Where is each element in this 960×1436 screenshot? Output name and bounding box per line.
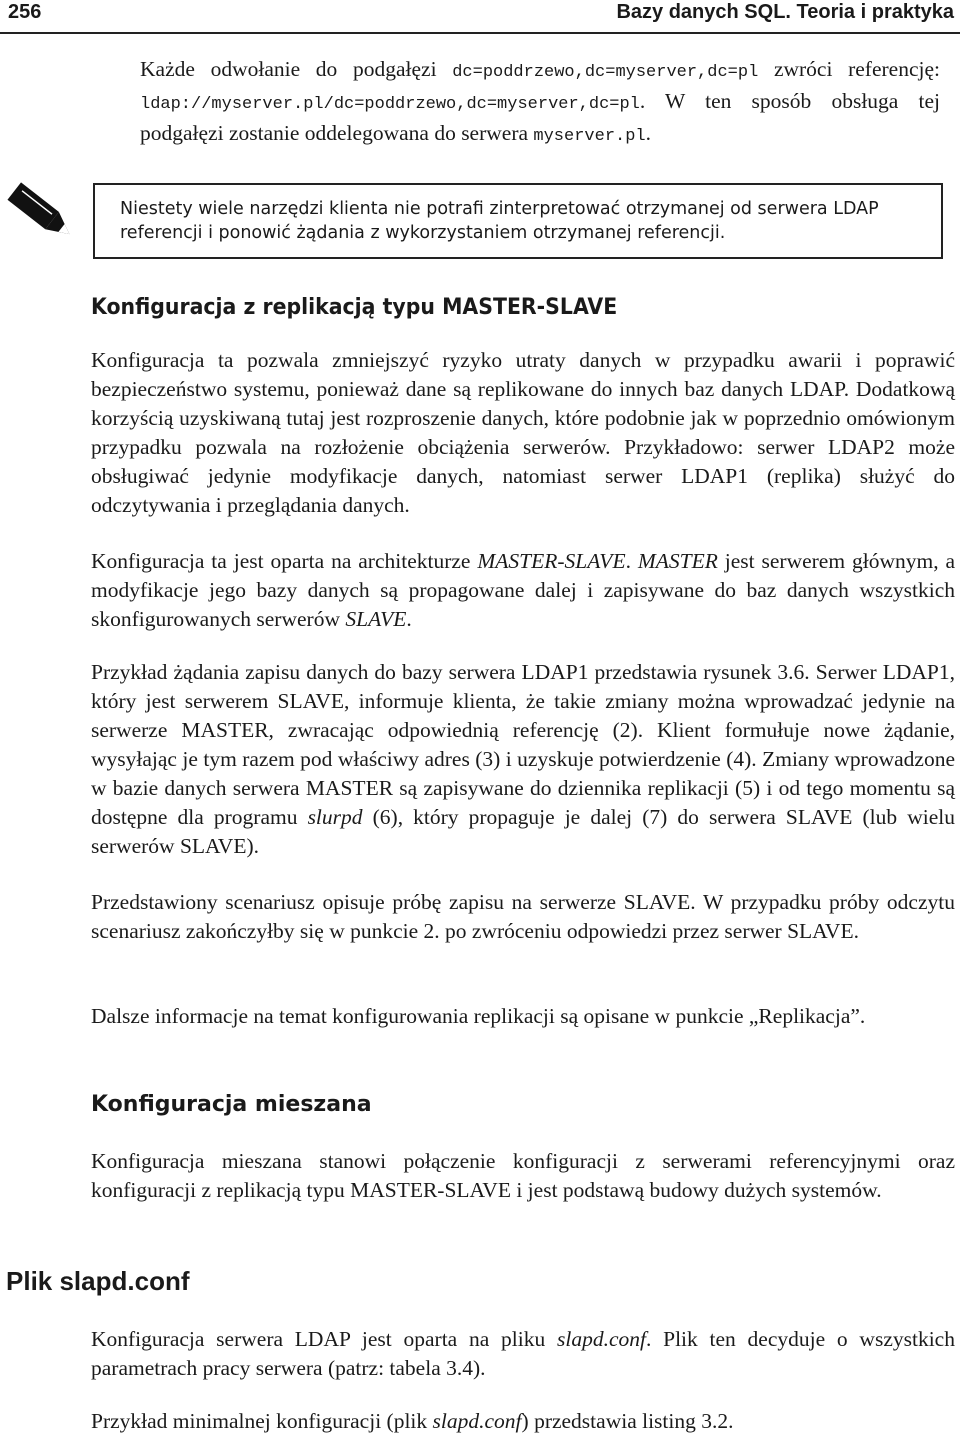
- section-heading-master-slave: Konfiguracja z replikacją typu MASTER-SLAVE: [91, 295, 618, 320]
- intro-paragraph: [140, 55, 940, 151]
- paragraph: [91, 1407, 955, 1436]
- text: jest serwerem głównym, a modyfikacje jego bazy danych są propagowane dalej i zapisywane do baz danych wszystkich skonfigurowanych serwerów: [91, 549, 955, 631]
- page-header: [0, 0, 960, 34]
- text: Przykład żądania zapisu danych do bazy serwera LDAP1 przedstawia rysunek 3.6. Serwer LDAP1, który jest serwerem SLAVE, informuje klienta, że takie zmiany można wprowadzać jedynie na serwerze MASTER, zwracając odpowiednią referencję (2). Klient formułuje nowe żądanie, wysyłając je tym razem pod właściwy adres (3) i uzyskuje potwierdzenie (4). Zmiany wprowadzone w bazie danych serwera MASTER są zapisywane do dziennika replikacji (5) i od tego momentu są dostępne dla programu: [91, 660, 955, 829]
- note-text: Niestety wiele narzędzi klienta nie potrafi zinterpretować otrzymanej od serwera LDAP referencji i ponowić żądania z wykorzystaniem otrzymanej referencji.: [120, 199, 879, 243]
- italic-text: slapd.conf: [557, 1327, 646, 1351]
- intro-text: Każde odwołanie do podgałęzi: [140, 57, 453, 81]
- page-number: 256: [8, 1, 42, 23]
- text: (6), który propaguje je dalej (7) do serwera SLAVE (lub wielu serwerów SLAVE).: [91, 805, 955, 858]
- paragraph: Dalsze informacje na temat konfigurowania replikacji są opisane w punkcie „Replikacja”.: [91, 1004, 866, 1028]
- paragraph: [91, 1325, 955, 1383]
- intro-code: ldap://myserver.pl/dc=poddrzewo,dc=myserver,dc=pl: [140, 95, 640, 114]
- paragraph: [91, 547, 955, 634]
- text: Konfiguracja ta jest oparta na architekturze: [91, 549, 478, 573]
- intro-text: . W ten sposób obsługa tej podgałęzi zostanie oddelegowana do serwera: [140, 89, 940, 145]
- intro-code: dc=poddrzewo,dc=myserver,dc=pl: [452, 63, 759, 82]
- text: .: [625, 549, 638, 573]
- text: Przykład minimalnej konfiguracji (plik: [91, 1409, 433, 1433]
- text: .: [406, 607, 412, 631]
- book-title: Bazy danych SQL. Teoria i praktyka: [616, 1, 954, 23]
- intro-text: zwróci referencję:: [758, 57, 940, 81]
- text: ) przedstawia listing 3.2.: [521, 1409, 734, 1433]
- section-heading-slapd-conf: Plik slapd.conf: [6, 1266, 190, 1296]
- paragraph: Przedstawiony scenariusz opisuje próbę zapisu na serwerze SLAVE. W przypadku próby odczytu scenariusz zakończyłby się w punkcie 2. po zwróceniu odpowiedzi przez serwer SLAVE.: [91, 890, 955, 943]
- intro-code: myserver.pl: [533, 127, 646, 146]
- paragraph: Konfiguracja mieszana stanowi połączenie konfiguracji z serwerami referencyjnymi oraz konfiguracji z replikacją typu MASTER-SLAVE i jest podstawą budowy dużych systemów.: [91, 1149, 955, 1202]
- italic-text: SLAVE: [345, 607, 407, 631]
- italic-text: slurpd: [307, 805, 363, 829]
- italic-text: slapd.conf: [432, 1409, 522, 1433]
- intro-text: .: [645, 121, 651, 145]
- paragraph: [91, 658, 955, 861]
- text: . Plik ten decyduje o wszystkich parametrach pracy serwera (patrz: tabela 3.4).: [91, 1327, 955, 1380]
- italic-text: MASTER: [637, 549, 718, 573]
- text: Konfiguracja serwera LDAP jest oparta na pliku: [91, 1327, 557, 1351]
- section-heading-mixed: Konfiguracja mieszana: [91, 1092, 372, 1117]
- paragraph: Konfiguracja ta pozwala zmniejszyć ryzyko utraty danych w przypadku awarii i poprawić bezpieczeństwo systemu, ponieważ dane są replikowane do innych baz danych LDAP. Dodatkową korzyścią uzyskiwaną tutaj jest rozproszenie danych, które podobnie jak w poprzednio omówionym przypadku pozwala na rozłożenie obciążenia serwerów. Przykładowo: serwer LDAP2 może obsługiwać jedynie modyfikacje danych, natomiast serwer LDAP1 (replika) służyć do odczytywania i przeglądania danych.: [91, 348, 955, 517]
- pencil-icon: [2, 178, 82, 250]
- italic-text: MASTER-SLAVE: [477, 549, 626, 573]
